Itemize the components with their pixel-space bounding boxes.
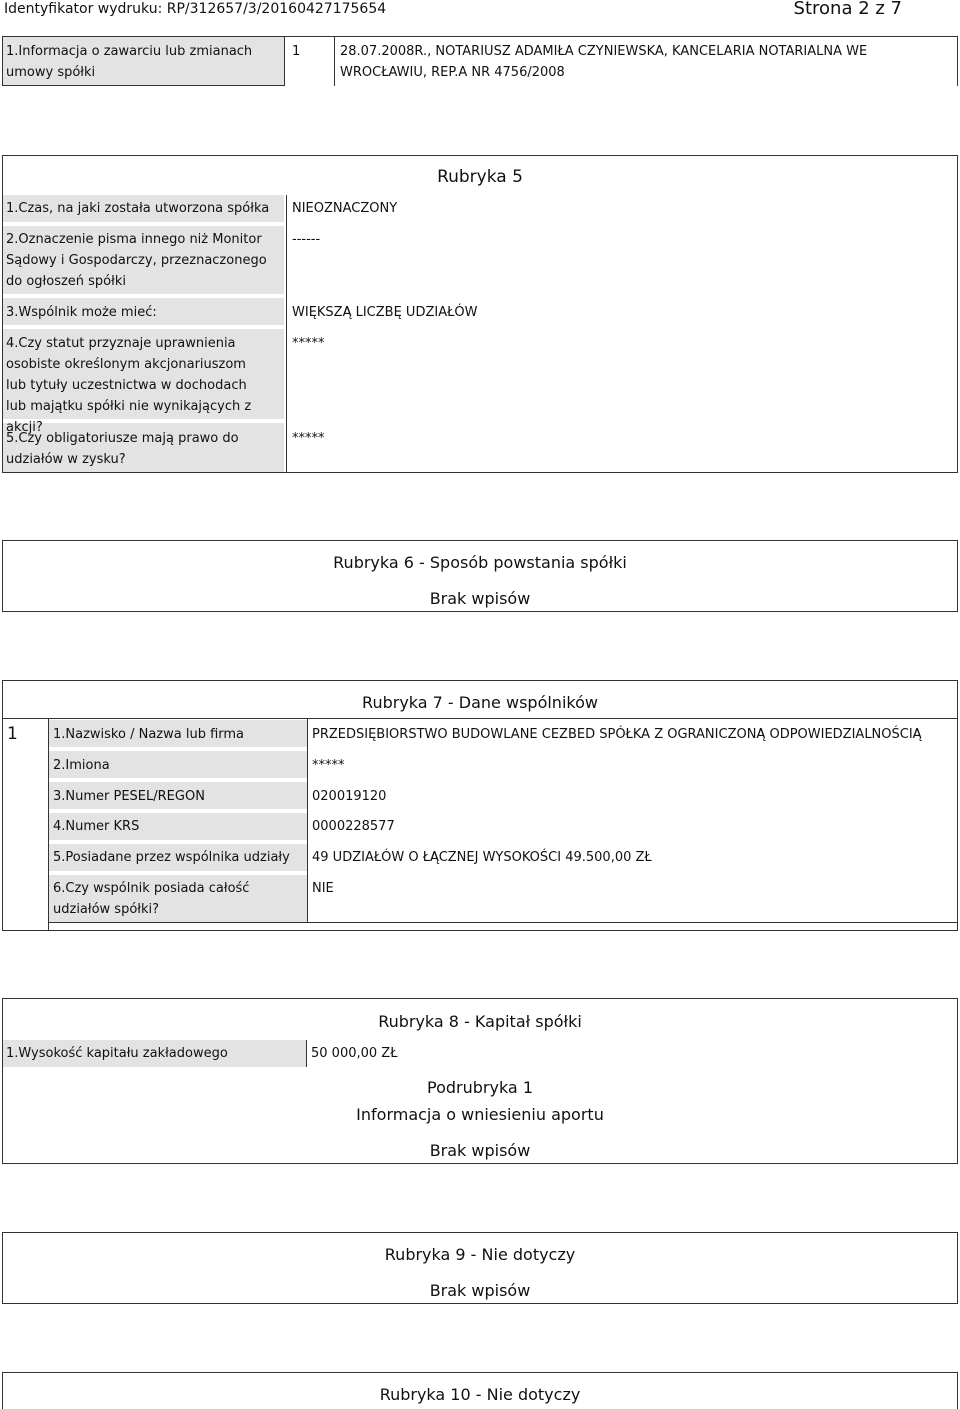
rubryka-7-label-2: 2.Imiona [53,758,110,773]
rubryka-5-value-5: ***** [292,431,325,446]
rubryka-7-entry-number: 1 [7,724,18,744]
print-identifier: Identyfikator wydruku: RP/312657/3/20160427175654 [4,1,387,17]
rubryka-5-title: Rubryka 5 [437,167,523,187]
rubryka-6-title: Rubryka 6 - Sposób powstania spółki [333,553,627,572]
rubryka-8-title: Rubryka 8 - Kapitał spółki [378,1012,582,1031]
rubryka-5-label-1: 1.Czas, na jaki została utworzona spółka [6,201,270,216]
rubryka-7-label-4: 4.Numer KRS [53,819,140,834]
rubryka-8-subheading: Podrubryka 1 [427,1078,533,1097]
rubryka-5-label-2: 2.Oznaczenie pisma innego niż Monitor Sądowy i Gospodarczy, przeznaczonego do ogłoszeń spółki [6,232,267,289]
rubryka-7-value-3: 020019120 [312,789,387,804]
rubryka-10-title: Rubryka 10 - Nie dotyczy [379,1385,581,1404]
rubryka-7-value-4: 0000228577 [312,819,395,834]
rubryka-6-empty: Brak wpisów [429,589,531,608]
rubryka-7-value-2: ***** [312,758,345,773]
rubryka-8-empty: Brak wpisów [429,1141,531,1160]
rubryka-9-empty: Brak wpisów [429,1281,531,1300]
rubryka-5-value-1: NIEOZNACZONY [292,201,398,216]
rubryka-5-value-4: ***** [292,336,325,351]
rubryka-7-title: Rubryka 7 - Dane wspólników [362,693,598,712]
rubryka-7-label-3: 3.Numer PESEL/REGON [53,789,205,804]
rubryka-5-label-5: 5.Czy obligatoriusze mają prawo do udziałów w zysku? [6,431,239,467]
rubryka-7-value-6: NIE [312,881,334,896]
rubryka-7-label-5: 5.Posiadane przez wspólnika udziały [53,850,290,865]
rubryka-5-label-3: 3.Wspólnik może mieć: [6,305,157,320]
top-entry-value: 28.07.2008R., NOTARIUSZ ADAMIŁA CZYNIEWSKA, KANCELARIA NOTARIALNA WE WROCŁAWIU, REP.A NR 4756/2008 [340,44,868,80]
rubryka-8-subheading-desc: Informacja o wniesieniu aportu [356,1105,604,1124]
rubryka-5-value-3: WIĘKSZĄ LICZBĘ UDZIAŁÓW [292,305,478,320]
page-number: Strona 2 z 7 [793,0,902,19]
rubryka-8-label: 1.Wysokość kapitału zakładowego [6,1046,228,1061]
rubryka-5-label-4: 4.Czy statut przyznaje uprawnienia osobiste określonym akcjonariuszom lub tytuły uczestnictwa w dochodach lub majątku spółki nie wynikających z akcji? [6,336,252,435]
rubryka-7-value-1: PRZEDSIĘBIORSTWO BUDOWLANE CEZBED SPÓŁKA Z OGRANICZONĄ ODPOWIEDZIALNOŚCIĄ [312,727,922,742]
top-entry-label: 1.Informacja o zawarciu lub zmianach umowy spółki [6,44,253,80]
rubryka-9-title: Rubryka 9 - Nie dotyczy [384,1245,576,1264]
rubryka-7-value-5: 49 UDZIAŁÓW O ŁĄCZNEJ WYSOKOŚCI 49.500,00 ZŁ [312,850,652,865]
rubryka-8-value: 50 000,00 ZŁ [311,1046,398,1061]
top-entry-number: 1 [292,44,301,59]
rubryka-7-label-6: 6.Czy wspólnik posiada całość udziałów spółki? [53,881,250,917]
rubryka-7-label-1: 1.Nazwisko / Nazwa lub firma [53,727,245,742]
rubryka-5-value-2: ------ [292,232,321,247]
